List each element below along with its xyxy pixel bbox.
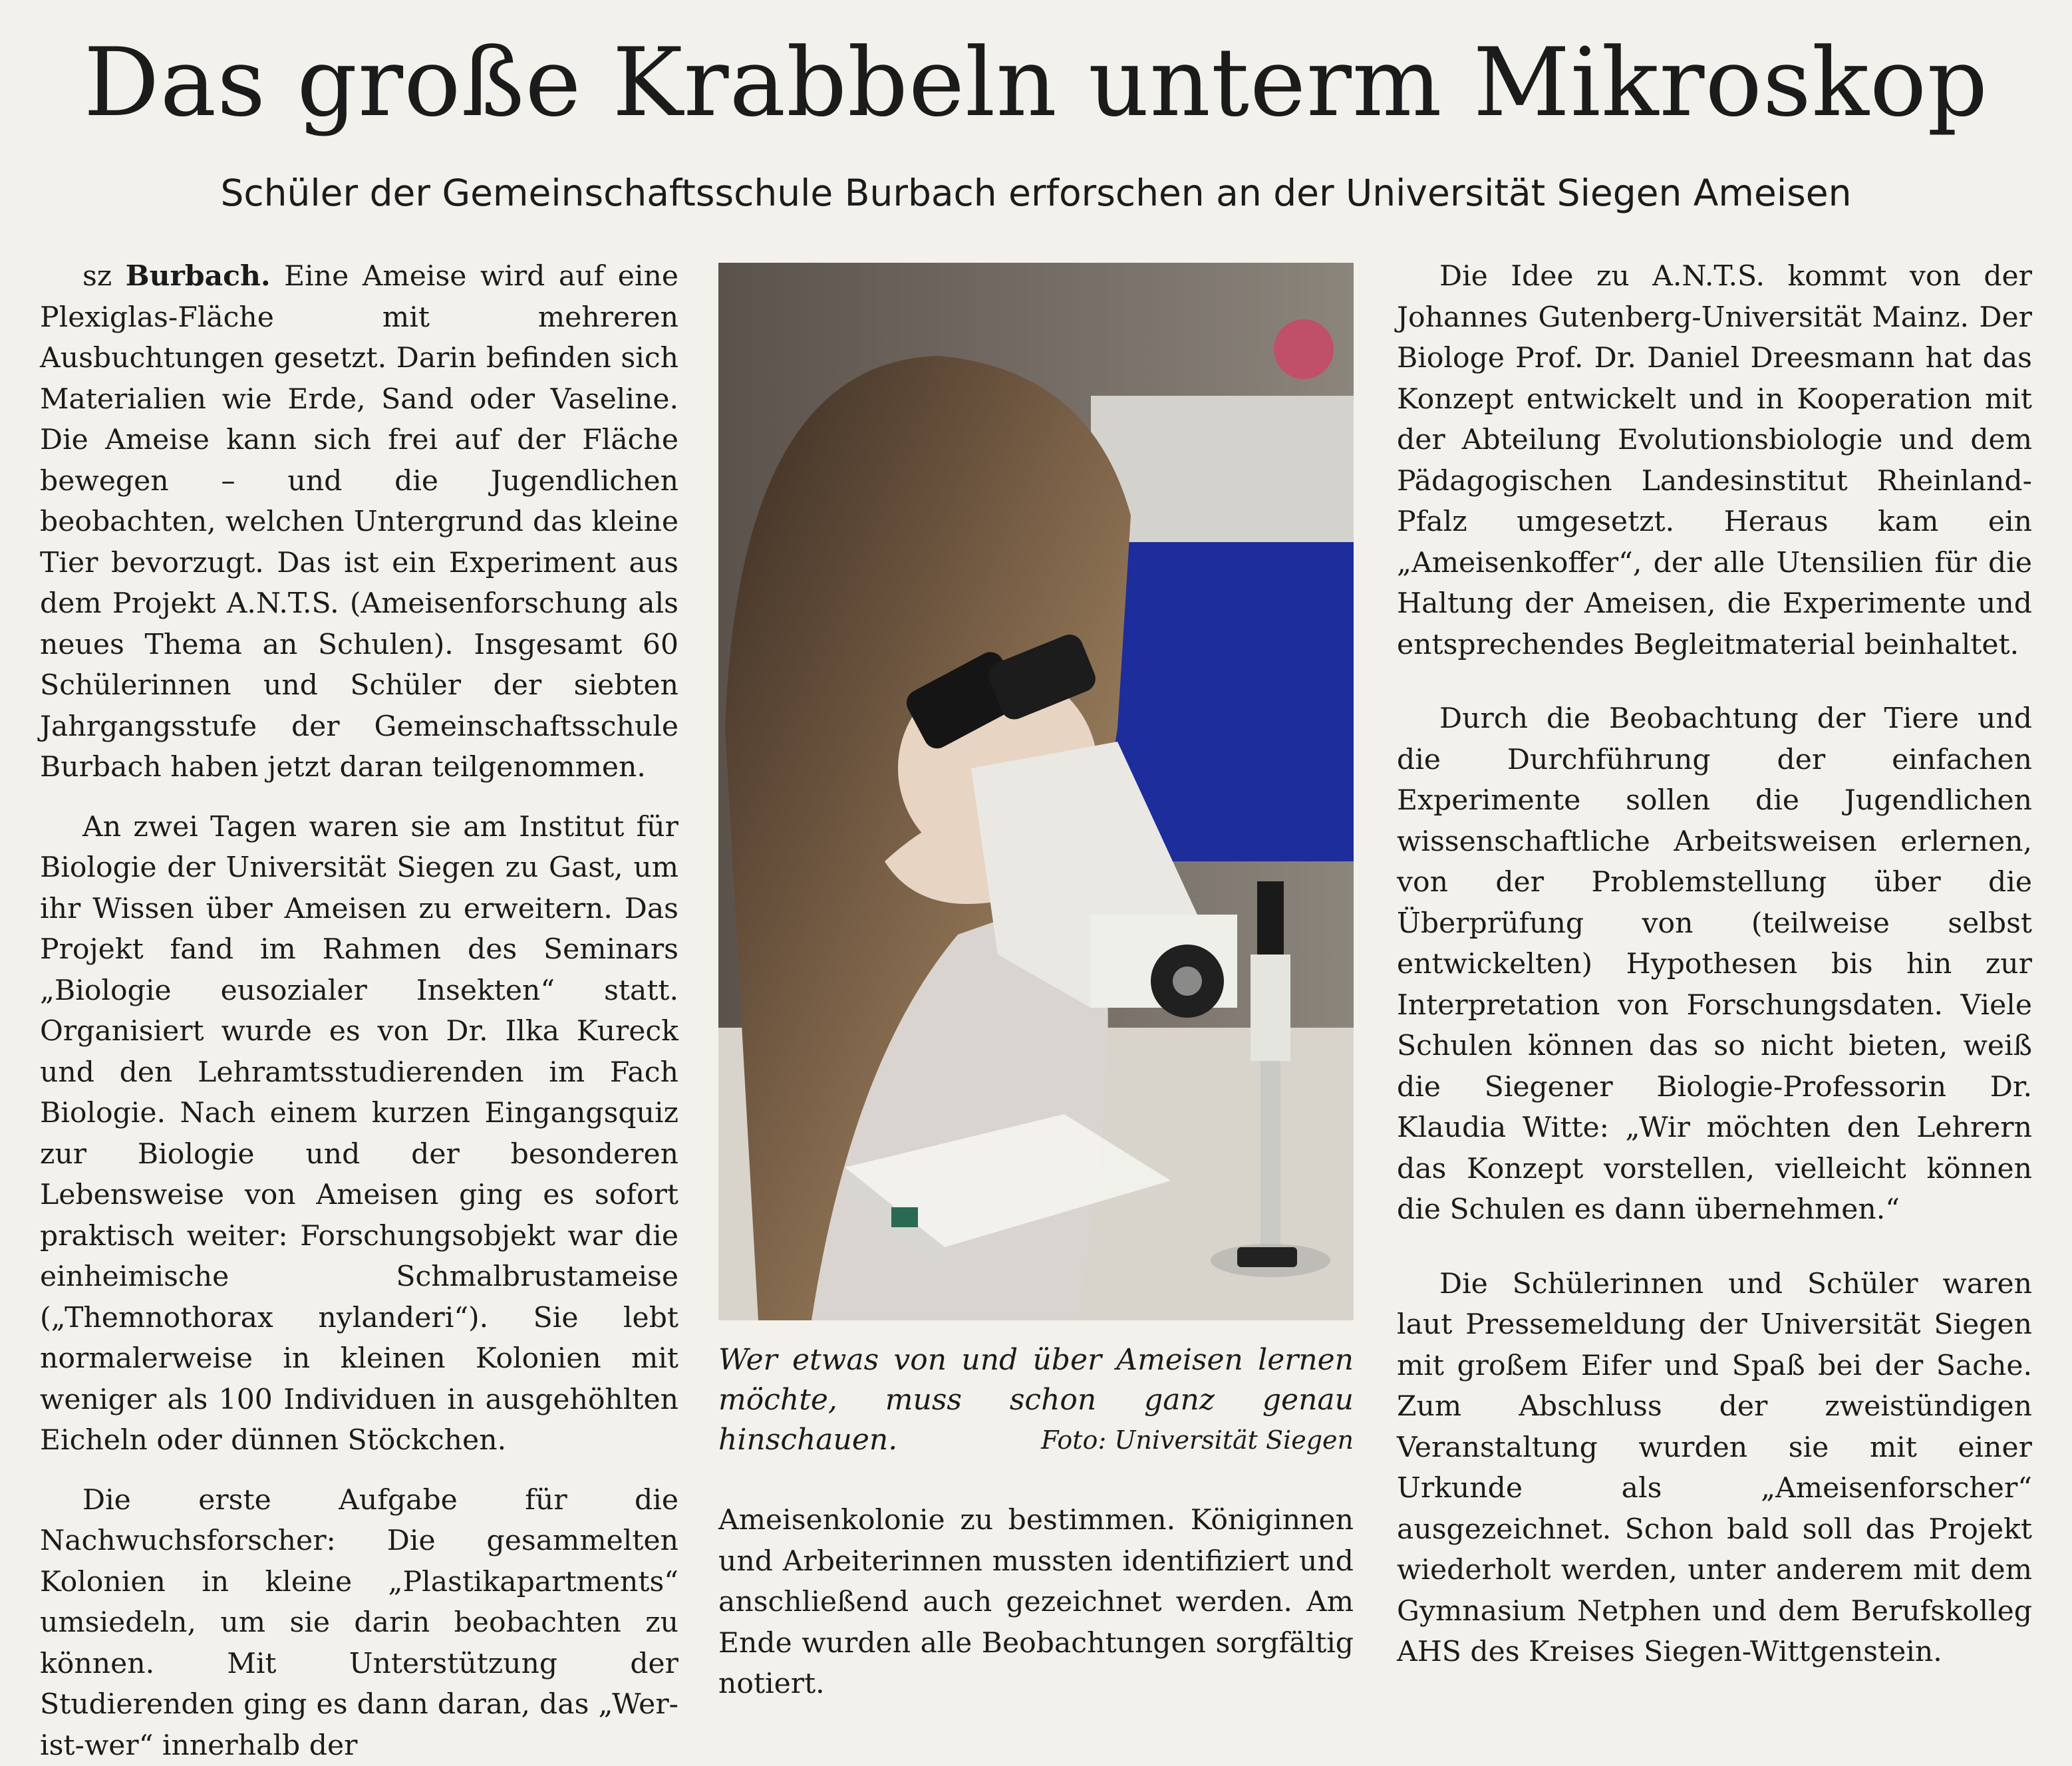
right-column bbox=[1397, 256, 2032, 1673]
paragraph: An zwei Tagen waren sie am Institut für Biologie der Universität Siegen zu Gast, um ihr Wissen über Ameisen zu erweitern. Das Projekt fand im Rahmen des Seminars „Biologie eusozialer Insekten“ statt. Organisiert wurde es von Dr. Ilka Kureck und den Lehramtsstudierenden im Fach Biologie. Nach einem kurzen Eingangsquiz zur Biologie und der besonderen Lebensweise von Ameisen ging es sofort praktisch weiter: Forschungsobjekt war die einheimische Schmalbrustameise („Themnothorax nylanderi“). Sie lebt normalerweise in kleinen Kolonien mit weniger als 100 Individuen in ausgehöhlten Eicheln oder dünnen Stöckchen. bbox=[40, 807, 678, 1461]
dateline-place: Burbach. bbox=[126, 259, 271, 293]
paragraph: Die erste Aufgabe für die Nachwuchsforscher: Die gesammelten Kolonien in kleine „Plastikapartments“ umsiedeln, um sie darin beobachten zu können. Mit Unterstützung der Studierenden ging es dann daran, das „Wer-ist-wer“ innerhalb der bbox=[40, 1480, 678, 1766]
middle-column bbox=[718, 1500, 1354, 1705]
subheadline: Schüler der Gemeinschaftsschule Burbach erforschen an der Universität Siegen Ameisen bbox=[0, 166, 2072, 220]
left-column bbox=[40, 256, 678, 1766]
photo-microscope bbox=[718, 263, 1354, 1320]
headline: Das große Krabbeln unterm Mikroskop bbox=[0, 27, 2072, 140]
paragraph bbox=[40, 256, 678, 788]
photo-caption: Wer etwas von und über Ameisen lernen möchte, muss schon ganz genau hinschauen. bbox=[718, 1340, 1354, 1460]
paragraph: Durch die Beobachtung der Tiere und die Durchführung der einfachen Experimente sollen die Jugendlichen wissenschaftliche Arbeitsweisen erlernen, von der Problemstellung über die Überprüfung von (teilweise selbst entwickelten) Hypothesen bis hin zur Interpretation von Forschungsdaten. Viele Schulen können das so nicht bieten, weiß die Siegener Biologie-Professorin Dr. Klaudia Witte: „Wir möchten den Lehrern das Konzept vorstellen, vielleicht können die Schulen es dann übernehmen.“ bbox=[1397, 698, 2032, 1231]
paragraph: Die Schülerinnen und Schüler waren laut Pressemeldung der Universität Siegen mit großem Eifer und Spaß bei der Sache. Zum Abschluss der zweistündigen Veranstaltung wurden sie mit einer Urkunde als „Ameisenforscher“ ausgezeichnet. Schon bald soll das Projekt wiederholt werden, unter anderem mit dem Gymnasium Netphen und dem Berufskolleg AHS des Kreises Siegen-Wittgenstein. bbox=[1397, 1264, 2032, 1673]
paragraph: Ameisenkolonie zu bestimmen. Königinnen und Arbeiterinnen mussten identifiziert und anschließend auch gezeichnet werden. Am Ende wurden alle Beobachtungen sorgfältig notiert. bbox=[718, 1500, 1354, 1705]
paragraph-text: Eine Ameise wird auf eine Plexiglas-Fläche mit mehreren Ausbuchtungen gesetzt. Darin befinden sich Materialien wie Erde, Sand oder Vaseline. Die Ameise kann sich frei auf der Fläche bewegen – und die Jugendlichen beobachten, welchen Untergrund das kleine Tier bevorzugt. Das ist ein Experiment aus dem Projekt A.N.T.S. (Ameisenforschung als neues Thema an Schulen). Insgesamt 60 Schülerinnen und Schüler der siebten Jahrgangsstufe der Gemeinschaftsschule Burbach haben jetzt daran teilgenommen. bbox=[40, 260, 678, 784]
photo-credit: Foto: Universität Siegen bbox=[718, 1420, 1354, 1460]
dateline-prefix: sz bbox=[82, 260, 126, 293]
paragraph: Die Idee zu A.N.T.S. kommt von der Johannes Gutenberg-Universität Mainz. Der Biologe Prof. Dr. Daniel Dreesmann hat das Konzept entwickelt und in Kooperation mit der Abteilung Evolutionsbiologie und dem Pädagogischen Landesinstitut Rheinland-Pfalz umgesetzt. Heraus kam ein „Ameisenkoffer“, der alle Utensilien für die Haltung der Ameisen, die Experimente und entsprechendes Begleitmaterial beinhaltet. bbox=[1397, 256, 2032, 665]
